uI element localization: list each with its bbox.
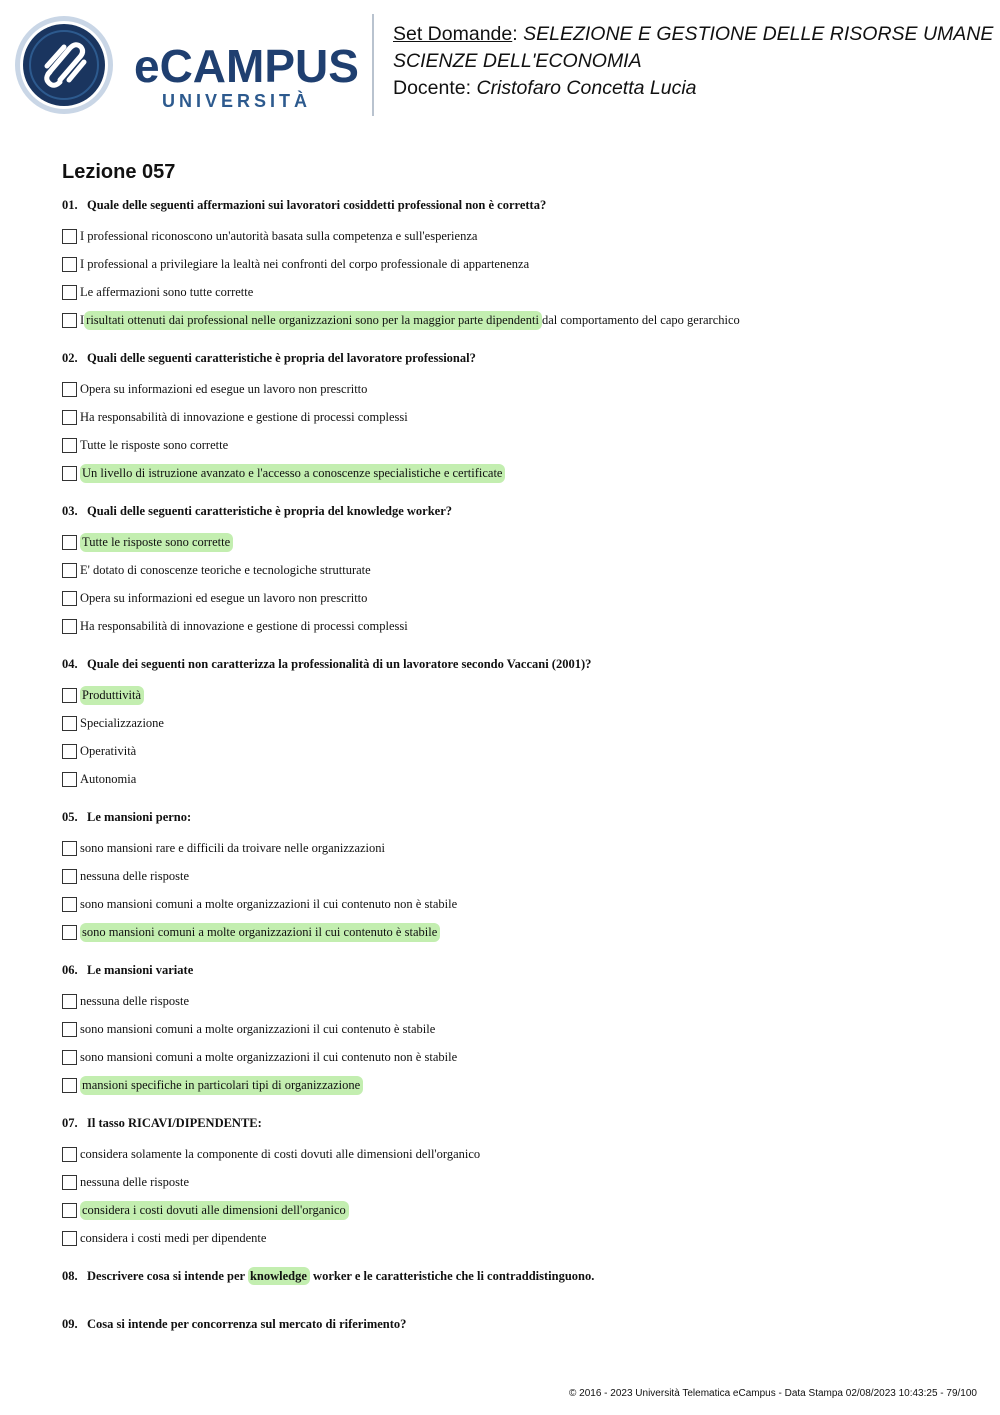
page-footer: © 2016 - 2023 Università Telematica eCampus - Data Stampa 02/08/2023 10:43:25 - 79/100 <box>569 1388 977 1399</box>
answer-text: sono mansioni rare e difficili da troivare nelle organizzazioni <box>80 840 385 855</box>
question-text <box>62 502 962 520</box>
answer-option <box>62 1168 962 1196</box>
question-spacer <box>62 487 962 502</box>
question-number: 05. <box>62 810 78 824</box>
answer-checkbox[interactable] <box>62 1147 77 1162</box>
answer-highlight: Un livello di istruzione avanzato e l'accesso a conoscenze specialistiche e certificate <box>80 464 505 483</box>
question-spacer <box>62 1099 962 1114</box>
question-label: Quale dei seguenti non caratterizza la professionalità di un lavoratore secondo Vaccani (2001)? <box>87 657 592 671</box>
question-list <box>62 196 962 1341</box>
page-header <box>0 0 1000 130</box>
answer-text: nessuna delle risposte <box>80 868 190 883</box>
question-spacer <box>62 640 962 655</box>
answer-text: Opera su informazioni ed esegue un lavoro non prescritto <box>80 381 368 396</box>
answer-option <box>62 918 962 946</box>
answer-checkbox[interactable] <box>62 716 77 731</box>
answer-checkbox[interactable] <box>62 869 77 884</box>
question-number: 09. <box>62 1317 78 1331</box>
answer-checkbox[interactable] <box>62 466 77 481</box>
question-text <box>62 196 962 214</box>
answer-text-pre: I <box>80 312 85 327</box>
answer-option <box>62 528 962 556</box>
answer-checkbox[interactable] <box>62 382 77 397</box>
answer-text: Autonomia <box>80 771 137 786</box>
answer-text: considera solamente la componente di costi dovuti alle dimensioni dell'organico <box>80 1146 481 1161</box>
question-text <box>62 961 962 979</box>
answer-option <box>62 737 962 765</box>
svg-text:UNIVERSITÀ: UNIVERSITÀ <box>162 91 312 111</box>
question-spacer <box>62 793 962 808</box>
answer-text: Ha responsabilità di innovazione e gestione di processi complessi <box>80 409 408 424</box>
answer-checkbox[interactable] <box>62 744 77 759</box>
answer-checkbox[interactable] <box>62 1050 77 1065</box>
header-divider <box>372 14 374 116</box>
answer-checkbox[interactable] <box>62 994 77 1009</box>
answer-checkbox[interactable] <box>62 591 77 606</box>
course-title: SELEZIONE E GESTIONE DELLE RISORSE UMANE <box>523 23 994 45</box>
ecampus-logo <box>14 14 374 118</box>
question-text <box>62 655 962 673</box>
set-label: Set Domande <box>393 23 513 45</box>
course-title-line: Set Domande: SELEZIONE E GESTIONE DELLE RISORSE UMANE <box>393 23 994 45</box>
answer-option <box>62 431 962 459</box>
question-text <box>62 1114 962 1132</box>
question-label: Le mansioni perno: <box>87 810 192 824</box>
answer-option <box>62 1071 962 1099</box>
question-number: 02. <box>62 351 78 365</box>
question-number: 03. <box>62 504 78 518</box>
answer-text: Le affermazioni sono tutte corrette <box>80 284 254 299</box>
answer-checkbox[interactable] <box>62 1078 77 1093</box>
question-label: Quali delle seguenti caratteristiche è propria del knowledge worker? <box>87 504 452 518</box>
question-number: 01. <box>62 198 78 212</box>
answer-option <box>62 222 962 250</box>
question-text <box>62 808 962 826</box>
answer-checkbox[interactable] <box>62 1231 77 1246</box>
answer-option <box>62 556 962 584</box>
question-label: Quali delle seguenti caratteristiche è propria del lavoratore professional? <box>87 351 476 365</box>
answer-option <box>62 765 962 793</box>
question-label: Quale delle seguenti affermazioni sui lavoratori cosiddetti professional non è corretta? <box>87 198 547 212</box>
answer-checkbox[interactable] <box>62 841 77 856</box>
answer-highlight: mansioni specifiche in particolari tipi di organizzazione <box>80 1076 363 1095</box>
answer-checkbox[interactable] <box>62 772 77 787</box>
answer-checkbox[interactable] <box>62 688 77 703</box>
answer-text: Ha responsabilità di innovazione e gestione di processi complessi <box>80 618 408 633</box>
question-spacer <box>62 946 962 961</box>
answer-option <box>62 890 962 918</box>
answer-option <box>62 987 962 1015</box>
answer-highlight: Produttività <box>80 686 144 705</box>
answer-text: Specializzazione <box>80 715 164 730</box>
teacher-line: Docente: Cristofaro Concetta Lucia <box>393 77 697 99</box>
answer-checkbox[interactable] <box>62 313 77 328</box>
answer-option <box>62 612 962 640</box>
answer-highlight: considera i costi dovuti alle dimensioni dell'organico <box>80 1201 349 1220</box>
answer-checkbox[interactable] <box>62 1022 77 1037</box>
answer-text: nessuna delle risposte <box>80 1174 190 1189</box>
answer-option <box>62 681 962 709</box>
answer-option <box>62 1196 962 1224</box>
answer-text-post: dal comportamento del capo gerarchico <box>541 312 740 327</box>
answer-text: nessuna delle risposte <box>80 993 190 1008</box>
question-text <box>62 349 962 367</box>
question-number: 08. <box>62 1269 78 1283</box>
answer-text: E' dotato di conoscenze teoriche e tecnologiche strutturate <box>80 562 371 577</box>
answer-checkbox[interactable] <box>62 619 77 634</box>
question-spacer <box>62 1293 962 1315</box>
answer-checkbox[interactable] <box>62 535 77 550</box>
answer-text: sono mansioni comuni a molte organizzazioni il cui contenuto è stabile <box>80 1021 436 1036</box>
answer-checkbox[interactable] <box>62 1175 77 1190</box>
answer-text: Tutte le risposte sono corrette <box>80 437 229 452</box>
svg-text:eCAMPUS: eCAMPUS <box>134 40 359 92</box>
faculty-name: SCIENZE DELL'ECONOMIA <box>393 50 642 72</box>
answer-highlight: sono mansioni comuni a molte organizzazioni il cui contenuto è stabile <box>80 923 440 942</box>
answer-option <box>62 584 962 612</box>
answer-checkbox[interactable] <box>62 257 77 272</box>
course-info <box>393 21 993 102</box>
answer-highlight: risultati ottenuti dai professional nelle organizzazioni sono per la maggior parte dipendenti <box>84 311 542 330</box>
answer-checkbox[interactable] <box>62 410 77 425</box>
answer-option <box>62 375 962 403</box>
question-spacer <box>62 334 962 349</box>
answer-option <box>62 1015 962 1043</box>
question-label: Cosa si intende per concorrenza sul mercato di riferimento? <box>87 1317 407 1331</box>
question-number: 04. <box>62 657 78 671</box>
question-number: 07. <box>62 1116 78 1130</box>
answer-text: sono mansioni comuni a molte organizzazioni il cui contenuto non è stabile <box>80 1049 458 1064</box>
teacher-name: Cristofaro Concetta Lucia <box>476 77 697 99</box>
answer-text: Opera su informazioni ed esegue un lavoro non prescritto <box>80 590 368 605</box>
answer-option <box>62 403 962 431</box>
answer-checkbox[interactable] <box>62 897 77 912</box>
question-highlight: knowledge <box>248 1267 310 1285</box>
answer-text: I professional riconoscono un'autorità basata sulla competenza e sull'esperienza <box>80 228 478 243</box>
question-label-pre: Descrivere cosa si intende per <box>87 1269 248 1283</box>
answer-text: sono mansioni comuni a molte organizzazioni il cui contenuto non è stabile <box>80 896 458 911</box>
answer-option <box>62 709 962 737</box>
answer-checkbox[interactable] <box>62 285 77 300</box>
answer-checkbox[interactable] <box>62 229 77 244</box>
answer-checkbox[interactable] <box>62 438 77 453</box>
answer-option <box>62 306 962 334</box>
question-number: 06. <box>62 963 78 977</box>
answer-highlight: Tutte le risposte sono corrette <box>80 533 233 552</box>
question-label-post: worker e le caratteristiche che li contraddistinguono. <box>309 1269 595 1283</box>
answer-option <box>62 834 962 862</box>
question-label: Le mansioni variate <box>87 963 194 977</box>
answer-option <box>62 250 962 278</box>
answer-text: considera i costi medi per dipendente <box>80 1230 267 1245</box>
answer-text: Operatività <box>80 743 137 758</box>
answer-option <box>62 1224 962 1252</box>
answer-checkbox[interactable] <box>62 925 77 940</box>
answer-option <box>62 278 962 306</box>
answer-text: I professional a privilegiare la lealtà nei confronti del corpo professionale di appartenenza <box>80 256 530 271</box>
answer-checkbox[interactable] <box>62 563 77 578</box>
question-text <box>62 1267 962 1285</box>
question-text <box>62 1315 962 1333</box>
question-spacer <box>62 1252 962 1267</box>
answer-option <box>62 1140 962 1168</box>
answer-option <box>62 459 962 487</box>
question-label: Il tasso RICAVI/DIPENDENTE: <box>87 1116 262 1130</box>
teacher-label: Docente <box>393 77 466 99</box>
lesson-title: Lezione 057 <box>62 161 176 183</box>
answer-checkbox[interactable] <box>62 1203 77 1218</box>
answer-option <box>62 1043 962 1071</box>
answer-option <box>62 862 962 890</box>
